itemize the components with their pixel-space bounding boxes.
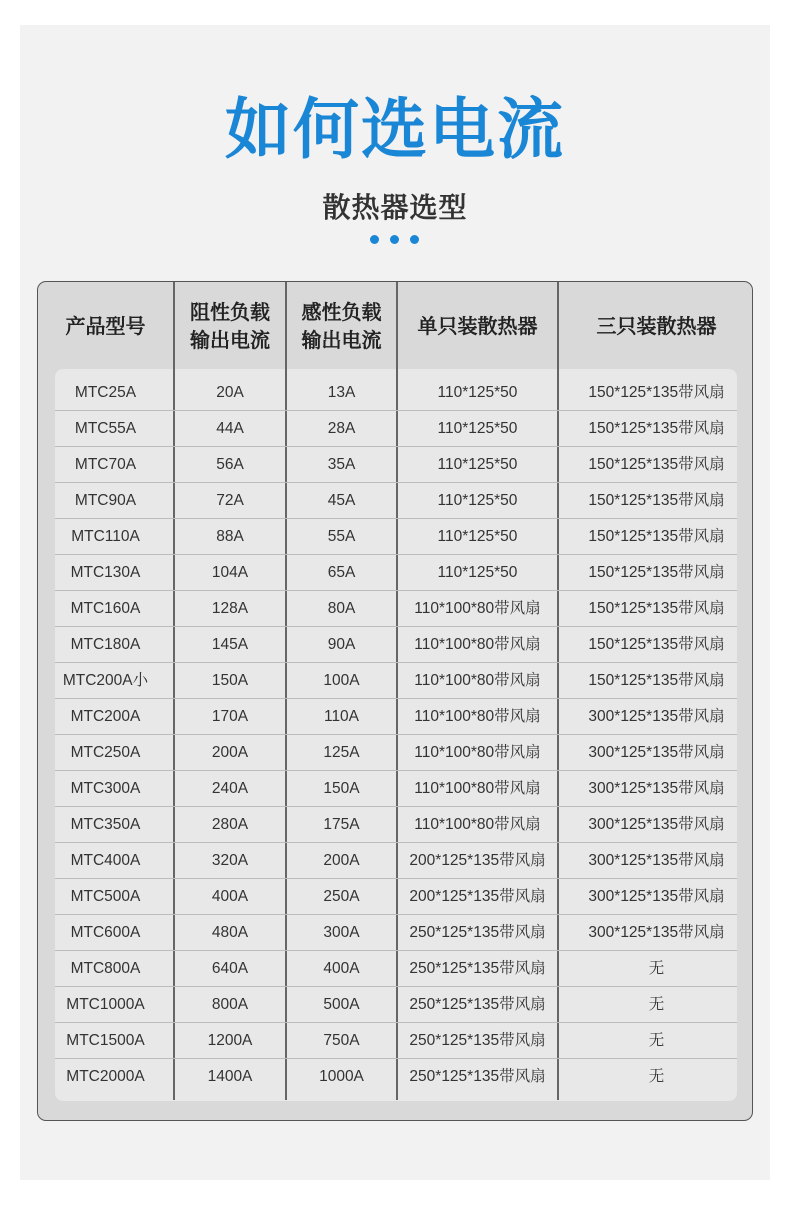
triple-heatsink-cell: 150*125*135带风扇 — [588, 672, 725, 689]
table-row — [38, 987, 754, 1023]
triple-heatsink-cell: 150*125*135带风扇 — [588, 384, 725, 401]
single-heatsink-cell: 110*125*50 — [437, 420, 518, 437]
single-heatsink-cell: 250*125*135带风扇 — [409, 960, 546, 977]
page-title: 如何选电流 — [225, 91, 565, 168]
triple-heatsink-cell: 300*125*135带风扇 — [588, 816, 725, 833]
table-row — [38, 411, 754, 447]
table-row — [38, 735, 754, 771]
model-cell: MTC250A — [70, 744, 141, 761]
triple-heatsink-cell: 150*125*135带风扇 — [588, 600, 725, 617]
model-cell: MTC55A — [74, 420, 137, 437]
inductive-current-cell: 80A — [327, 600, 356, 617]
single-heatsink-cell: 250*125*135带风扇 — [409, 1032, 546, 1049]
resistive-current-cell: 104A — [211, 564, 249, 581]
column-header-line: 三只装散热器 — [596, 313, 717, 338]
triple-heatsink-cell: 150*125*135带风扇 — [588, 564, 725, 581]
single-heatsink-cell: 110*125*50 — [437, 456, 518, 473]
single-heatsink-cell: 110*100*80带风扇 — [414, 600, 541, 617]
inductive-current-cell: 150A — [323, 780, 360, 797]
inductive-current-cell: 110A — [323, 708, 360, 725]
triple-heatsink-cell: 无 — [648, 1032, 665, 1049]
column-header — [398, 282, 557, 369]
dot-icon — [390, 235, 399, 244]
resistive-current-cell: 640A — [211, 960, 249, 977]
resistive-current-cell: 1200A — [207, 1032, 253, 1049]
inductive-current-cell: 400A — [323, 960, 360, 977]
single-heatsink-cell: 250*125*135带风扇 — [409, 1068, 546, 1085]
triple-heatsink-cell: 300*125*135带风扇 — [588, 924, 725, 941]
triple-heatsink-cell: 150*125*135带风扇 — [588, 528, 725, 545]
table-row — [38, 699, 754, 735]
resistive-current-cell: 88A — [216, 528, 244, 545]
inductive-current-cell: 175A — [323, 816, 360, 833]
model-cell: MTC500A — [70, 888, 141, 905]
model-cell: MTC180A — [70, 636, 141, 653]
model-cell: MTC1500A — [66, 1032, 145, 1049]
triple-heatsink-cell: 300*125*135带风扇 — [588, 708, 725, 725]
column-header — [38, 282, 173, 369]
dots-divider — [370, 235, 420, 245]
model-cell: MTC1000A — [66, 996, 145, 1013]
table-row — [38, 447, 754, 483]
model-cell: MTC160A — [70, 600, 141, 617]
triple-heatsink-cell: 无 — [648, 1068, 665, 1085]
column-header-line: 阻性负载 — [190, 299, 270, 324]
triple-heatsink-cell: 150*125*135带风扇 — [588, 492, 725, 509]
table-row — [38, 591, 754, 627]
model-cell: MTC350A — [70, 816, 141, 833]
single-heatsink-cell: 110*100*80带风扇 — [414, 780, 541, 797]
inductive-current-cell: 200A — [323, 852, 360, 869]
table-row — [38, 843, 754, 879]
single-heatsink-cell: 250*125*135带风扇 — [409, 924, 546, 941]
model-cell: MTC70A — [74, 456, 137, 473]
triple-heatsink-cell: 300*125*135带风扇 — [588, 744, 725, 761]
inductive-current-cell: 28A — [327, 420, 356, 437]
triple-heatsink-cell: 无 — [648, 960, 665, 977]
model-cell: MTC25A — [74, 384, 137, 401]
resistive-current-cell: 128A — [211, 600, 249, 617]
column-header — [287, 282, 396, 369]
resistive-current-cell: 20A — [216, 384, 244, 401]
resistive-current-cell: 1400A — [207, 1068, 253, 1085]
single-heatsink-cell: 200*125*135带风扇 — [409, 888, 546, 905]
resistive-current-cell: 56A — [216, 456, 244, 473]
single-heatsink-cell: 110*100*80带风扇 — [414, 672, 541, 689]
model-cell: MTC130A — [70, 564, 141, 581]
inductive-current-cell: 35A — [327, 456, 356, 473]
page-subtitle: 散热器选型 — [322, 191, 468, 224]
resistive-current-cell: 145A — [211, 636, 249, 653]
inductive-current-cell: 750A — [323, 1032, 360, 1049]
table-row — [38, 519, 754, 555]
column-header-line: 输出电流 — [301, 327, 382, 352]
model-cell: MTC110A — [71, 528, 140, 545]
model-cell: MTC90A — [74, 492, 137, 509]
inductive-current-cell: 125A — [323, 744, 360, 761]
dot-icon — [410, 235, 419, 244]
single-heatsink-cell: 250*125*135带风扇 — [409, 996, 546, 1013]
single-heatsink-cell: 110*125*50 — [437, 564, 518, 581]
model-cell: MTC2000A — [66, 1068, 145, 1085]
resistive-current-cell: 400A — [211, 888, 249, 905]
column-header-line: 输出电流 — [190, 327, 270, 352]
column-header-line: 产品型号 — [65, 313, 146, 338]
triple-heatsink-cell: 150*125*135带风扇 — [588, 456, 725, 473]
resistive-current-cell: 280A — [211, 816, 249, 833]
triple-heatsink-cell: 无 — [648, 996, 665, 1013]
table-row — [38, 375, 754, 411]
triple-heatsink-cell: 300*125*135带风扇 — [588, 780, 725, 797]
model-cell: MTC600A — [70, 924, 141, 941]
resistive-current-cell: 200A — [211, 744, 249, 761]
single-heatsink-cell: 110*125*50 — [437, 492, 518, 509]
single-heatsink-cell: 110*125*50 — [437, 384, 518, 401]
inductive-current-cell: 55A — [327, 528, 356, 545]
triple-heatsink-cell: 150*125*135带风扇 — [588, 420, 725, 437]
inductive-current-cell: 300A — [323, 924, 360, 941]
inductive-current-cell: 90A — [327, 636, 356, 653]
single-heatsink-cell: 110*100*80带风扇 — [414, 708, 541, 725]
resistive-current-cell: 480A — [211, 924, 249, 941]
resistive-current-cell: 320A — [211, 852, 249, 869]
table-row — [38, 627, 754, 663]
model-cell: MTC800A — [70, 960, 141, 977]
table-row — [38, 1023, 754, 1059]
single-heatsink-cell: 200*125*135带风扇 — [409, 852, 546, 869]
column-header — [175, 282, 285, 369]
resistive-current-cell: 44A — [216, 420, 244, 437]
resistive-current-cell: 800A — [211, 996, 249, 1013]
table-row — [38, 771, 754, 807]
resistive-current-cell: 170A — [211, 708, 249, 725]
inductive-current-cell: 250A — [323, 888, 360, 905]
column-header-line: 感性负载 — [301, 299, 382, 324]
single-heatsink-cell: 110*125*50 — [437, 528, 518, 545]
inductive-current-cell: 13A — [327, 384, 356, 401]
resistive-current-cell: 150A — [211, 672, 249, 689]
resistive-current-cell: 72A — [216, 492, 244, 509]
table-row — [38, 915, 754, 951]
model-cell: MTC200A小 — [62, 672, 149, 689]
triple-heatsink-cell: 150*125*135带风扇 — [588, 636, 725, 653]
heatsink-table — [37, 281, 753, 1121]
triple-heatsink-cell: 300*125*135带风扇 — [588, 852, 725, 869]
inductive-current-cell: 1000A — [319, 1068, 364, 1085]
inductive-current-cell: 45A — [327, 492, 356, 509]
column-header — [559, 282, 754, 369]
model-cell: MTC400A — [70, 852, 141, 869]
table-row — [38, 483, 754, 519]
table-row — [38, 1059, 754, 1095]
inductive-current-cell: 65A — [327, 564, 356, 581]
single-heatsink-cell: 110*100*80带风扇 — [414, 744, 541, 761]
single-heatsink-cell: 110*100*80带风扇 — [414, 636, 541, 653]
triple-heatsink-cell: 300*125*135带风扇 — [588, 888, 725, 905]
inductive-current-cell: 500A — [323, 996, 360, 1013]
single-heatsink-cell: 110*100*80带风扇 — [414, 816, 541, 833]
model-cell: MTC200A — [70, 708, 141, 725]
table-row — [38, 555, 754, 591]
table-row — [38, 663, 754, 699]
inductive-current-cell: 100A — [323, 672, 360, 689]
table-row — [38, 951, 754, 987]
table-row — [38, 807, 754, 843]
resistive-current-cell: 240A — [211, 780, 249, 797]
model-cell: MTC300A — [70, 780, 141, 797]
dot-icon — [370, 235, 379, 244]
table-row — [38, 879, 754, 915]
column-header-line: 单只装散热器 — [417, 313, 538, 338]
